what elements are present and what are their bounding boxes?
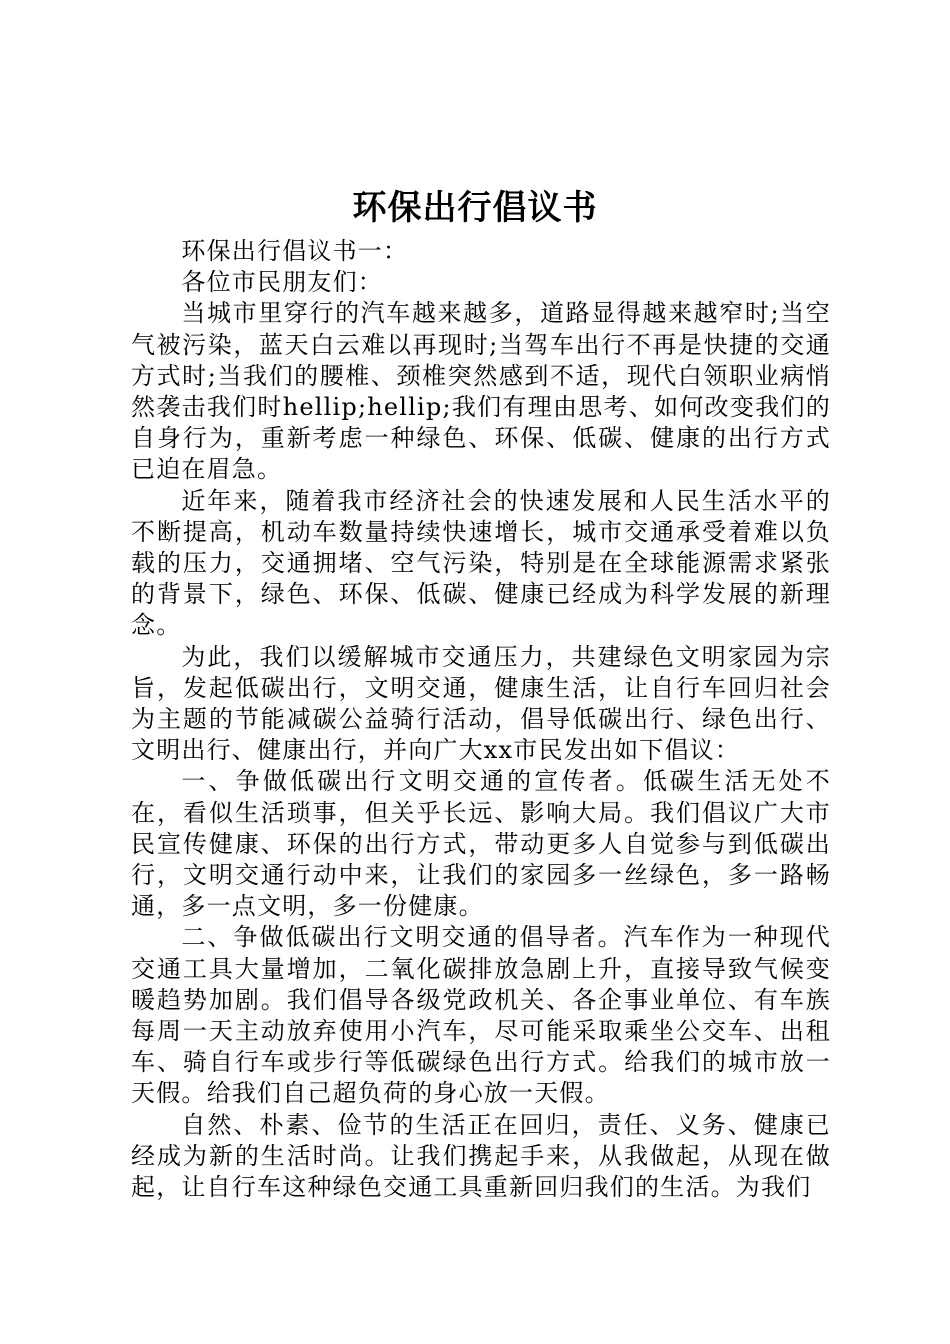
paragraph-intro: 当城市里穿行的汽车越来越多，道路显得越来越窄时;当空气被污染，蓝天白云难以再现时;当驾车出行不再是快捷的交通方式时;当我们的腰椎、颈椎突然感到不适，现代白领职业病悄然袭击我们时hellip;hellip;我们有理由思考、如何改变我们的自身行为，重新考虑一种绿色、环保、低碳、健康的出行方式已迫在眉急。 (131, 299, 831, 484)
document-body (131, 236, 831, 1203)
paragraph-closing: 自然、朴素、俭节的生活正在回归，责任、义务、健康已经成为新的生活时尚。让我们携起手来，从我做起，从现在做起，让自行车这种绿色交通工具重新回归我们的生活。为我们 (131, 1110, 831, 1202)
paragraph-purpose: 为此，我们以缓解城市交通压力，共建绿色文明家园为宗旨，发起低碳出行，文明交通，健康生活，让自行车回归社会为主题的节能减碳公益骑行活动，倡导低碳出行、绿色出行、文明出行、健康出行，并向广大xx市民发出如下倡议： (131, 642, 831, 765)
paragraph-proposal-one: 一、争做低碳出行文明交通的宣传者。低碳生活无处不在，看似生活琐事，但关乎长远、影响大局。我们倡议广大市民宣传健康、环保的出行方式，带动更多人自觉参与到低碳出行，文明交通行动中来，让我们的家园多一丝绿色，多一路畅通，多一点文明，多一份健康。 (131, 767, 831, 921)
paragraph-background: 近年来，随着我市经济社会的快速发展和人民生活水平的不断提高，机动车数量持续快速增长，城市交通承受着难以负载的压力，交通拥堵、空气污染，特别是在全球能源需求紧张的背景下，绿色、环保、低碳、健康已经成为科学发展的新理念。 (131, 486, 831, 640)
paragraph-heading-one: 环保出行倡议书一： (181, 237, 409, 265)
paragraph-salutation: 各位市民朋友们： (181, 268, 383, 297)
paragraph-proposal-two: 二、争做低碳出行文明交通的倡导者。汽车作为一种现代交通工具大量增加，二氧化碳排放急剧上升，直接导致气候变暖趋势加剧。我们倡导各级党政机关、各企事业单位、有车族每周一天主动放弃使用小汽车，尽可能采取乘坐公交车、出租车、骑自行车或步行等低碳绿色出行方式。给我们的城市放一天假。给我们自己超负荷的身心放一天假。 (131, 923, 831, 1108)
document-title: 环保出行倡议书 (352, 188, 598, 228)
